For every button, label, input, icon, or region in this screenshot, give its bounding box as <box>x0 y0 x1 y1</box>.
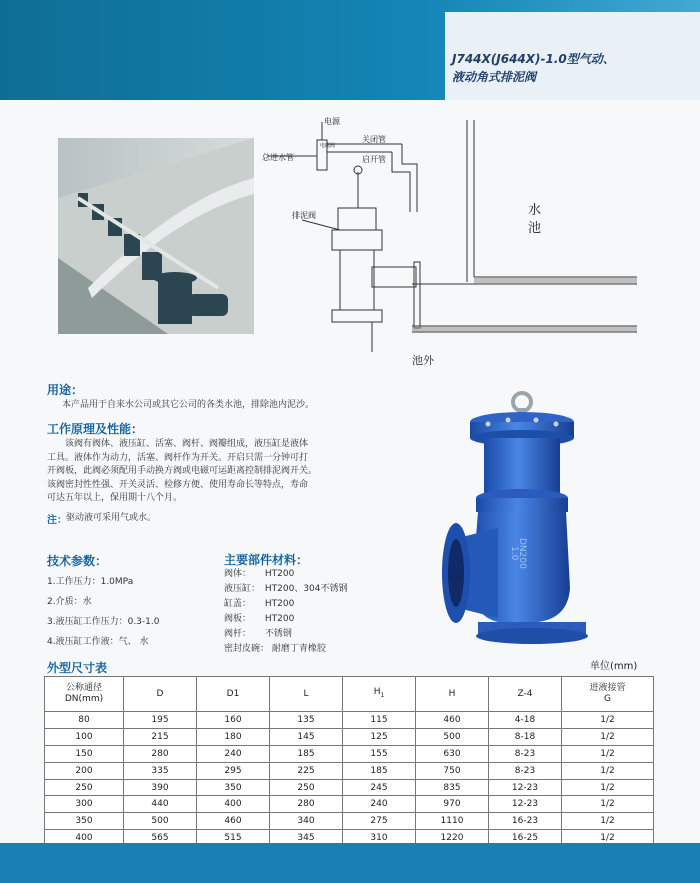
table-cell: 750 <box>416 762 489 779</box>
table-cell: 12-23 <box>489 796 562 813</box>
table-cell: 185 <box>343 762 416 779</box>
tech-heading: 技术参数： <box>47 554 108 568</box>
col-dn-line2: DN(mm) <box>64 694 104 704</box>
table-cell: 180 <box>197 728 270 745</box>
label-open-pipe: 启开管 <box>362 155 386 164</box>
material-key: 液压缸： <box>224 584 261 594</box>
material-row <box>224 567 348 582</box>
label-drain-valve: 排泥阀 <box>292 211 316 220</box>
table-cell: 565 <box>124 830 197 847</box>
table-cell: 1220 <box>416 830 489 847</box>
materials-list <box>224 567 348 657</box>
material-row <box>224 642 348 657</box>
table-cell: 835 <box>416 779 489 796</box>
col-h1 <box>343 677 416 712</box>
table-cell: 8-18 <box>489 728 562 745</box>
table-row <box>45 728 654 745</box>
table-cell: 12-23 <box>489 779 562 796</box>
table-row <box>45 712 654 729</box>
table-cell: 970 <box>416 796 489 813</box>
dimension-table <box>44 676 654 847</box>
table-row <box>45 813 654 830</box>
principle-line-3: 开阀板，此阀必须配用手动换方阀或电磁可运距离控制排泥阀开关。 <box>47 466 318 476</box>
product-title <box>452 50 697 86</box>
col-g <box>562 677 654 712</box>
title-line-1: J744X(J644X)-1.0型气动、 <box>452 52 615 66</box>
table-cell: 1/2 <box>562 796 654 813</box>
material-row <box>224 597 348 612</box>
table-cell: 80 <box>45 712 124 729</box>
note-label: 注： <box>47 515 67 526</box>
col-z: Z-4 <box>489 677 562 712</box>
valve-marking-pn: 1.0 <box>509 546 519 561</box>
table-cell: 280 <box>124 745 197 762</box>
material-value: 耐磨丁青橡胶 <box>271 644 326 654</box>
material-row <box>224 612 348 627</box>
valve-product-image <box>428 388 660 650</box>
material-value: HT200、304不锈钢 <box>264 584 348 594</box>
col-h: H <box>416 677 489 712</box>
valve-marking-dn: DN200 <box>517 538 527 569</box>
table-cell: 335 <box>124 762 197 779</box>
table-cell: 500 <box>416 728 489 745</box>
table-cell: 350 <box>197 779 270 796</box>
table-cell: 100 <box>45 728 124 745</box>
table-cell: 1/2 <box>562 745 654 762</box>
material-key: 密封皮碗： <box>224 644 270 654</box>
table-cell: 115 <box>343 712 416 729</box>
installation-diagram <box>262 112 642 374</box>
material-key: 阀板： <box>224 614 252 624</box>
principle-line-2: 工具。液体作为动力，活塞、阀杆作为开关。开启只需一分钟可打 <box>47 452 309 463</box>
table-cell: 16-25 <box>489 830 562 847</box>
col-d: D <box>124 677 197 712</box>
col-l: L <box>270 677 343 712</box>
table-cell: 125 <box>343 728 416 745</box>
table-cell: 4-18 <box>489 712 562 729</box>
installation-photo <box>58 138 254 334</box>
table-cell: 250 <box>270 779 343 796</box>
footer-band <box>0 843 700 883</box>
label-power: 电源 <box>324 117 340 126</box>
material-key: 阀体： <box>224 569 252 579</box>
tech-item: 2.介质：水 <box>47 597 92 607</box>
table-cell: 245 <box>343 779 416 796</box>
table-cell: 400 <box>197 796 270 813</box>
table-cell: 150 <box>45 745 124 762</box>
table-header-row <box>45 677 654 712</box>
table-cell: 300 <box>45 796 124 813</box>
table-cell: 200 <box>45 762 124 779</box>
table-cell: 500 <box>124 813 197 830</box>
label-outside: 池外 <box>412 354 434 367</box>
material-value: HT200 <box>264 599 295 609</box>
table-row <box>45 779 654 796</box>
table-cell: 225 <box>270 762 343 779</box>
tech-item: 1.工作压力：1.0MPa <box>47 577 134 587</box>
col-g-line1: 进液接管 <box>589 683 626 693</box>
material-value: 不锈钢 <box>264 629 292 639</box>
table-cell: 460 <box>197 813 270 830</box>
usage-text: 本产品用于自来水公司或其它公司的各类水池，排除池内泥沙。 <box>62 400 315 410</box>
table-cell: 155 <box>343 745 416 762</box>
table-cell: 240 <box>197 745 270 762</box>
table-cell: 515 <box>197 830 270 847</box>
col-dn-line1: 公称通径 <box>65 683 102 693</box>
table-cell: 135 <box>270 712 343 729</box>
table-cell: 1110 <box>416 813 489 830</box>
col-h1-main: H <box>373 687 381 698</box>
tech-item: 3.液压缸工作压力：0.3-1.0 <box>47 617 160 627</box>
table-cell: 440 <box>124 796 197 813</box>
table-cell: 240 <box>343 796 416 813</box>
table-cell: 340 <box>270 813 343 830</box>
material-key: 缸盖： <box>224 599 252 609</box>
dims-unit: 单位(mm) <box>590 661 638 672</box>
table-cell: 350 <box>45 813 124 830</box>
principle-text <box>47 438 317 506</box>
table-row <box>45 796 654 813</box>
table-cell: 185 <box>270 745 343 762</box>
tech-list <box>47 572 159 652</box>
table-cell: 1/2 <box>562 813 654 830</box>
title-line-2: 液动角式排泥阀 <box>452 70 537 84</box>
col-dn <box>45 677 124 712</box>
table-cell: 390 <box>124 779 197 796</box>
table-cell: 1/2 <box>562 712 654 729</box>
table-cell: 215 <box>124 728 197 745</box>
table-cell: 345 <box>270 830 343 847</box>
material-row <box>224 582 348 597</box>
dims-heading: 外型尺寸表 <box>47 661 108 675</box>
label-close-pipe: 关闭管 <box>362 135 386 144</box>
material-key: 阀杆： <box>224 629 252 639</box>
table-cell: 1/2 <box>562 728 654 745</box>
table-cell: 310 <box>343 830 416 847</box>
table-cell: 1/2 <box>562 830 654 847</box>
table-row <box>45 745 654 762</box>
principle-line-5: 可达五年以上，保用期十八个月。 <box>47 493 183 503</box>
table-cell: 460 <box>416 712 489 729</box>
principle-heading: 工作原理及性能： <box>47 422 144 436</box>
material-value: HT200 <box>264 569 295 579</box>
table-cell: 145 <box>270 728 343 745</box>
usage-heading: 用途： <box>47 383 84 397</box>
material-value: HT200 <box>264 614 295 624</box>
table-cell: 195 <box>124 712 197 729</box>
table-cell: 160 <box>197 712 270 729</box>
materials-heading: 主要部件材料： <box>224 553 309 567</box>
label-main-pipe: 总进水管 <box>262 153 294 162</box>
table-row <box>45 762 654 779</box>
table-cell: 275 <box>343 813 416 830</box>
table-cell: 295 <box>197 762 270 779</box>
table-cell: 630 <box>416 745 489 762</box>
table-cell: 8-23 <box>489 762 562 779</box>
tech-item: 4.液压缸工作液：气、 水 <box>47 637 149 647</box>
table-cell: 1/2 <box>562 779 654 796</box>
principle-line-1: 该阀有阀体、液压缸、活塞、阀杆、阀瓣组成，液压缸是液体 <box>65 439 309 449</box>
label-pool-2: 池 <box>528 221 542 236</box>
table-cell: 400 <box>45 830 124 847</box>
table-cell: 250 <box>45 779 124 796</box>
material-row <box>224 627 348 642</box>
col-d1: D1 <box>197 677 270 712</box>
table-cell: 8-23 <box>489 745 562 762</box>
col-g-line2: G <box>604 694 611 704</box>
principle-line-4: 该阀密封性性强、开关灵活、检修方便、使用寿命长等特点，寿命 <box>47 479 309 490</box>
note-text: 驱动液可采用气或水。 <box>66 513 157 523</box>
table-cell: 280 <box>270 796 343 813</box>
table-body <box>45 712 654 847</box>
table-cell: 16-23 <box>489 813 562 830</box>
label-pool-1: 水 <box>528 203 542 218</box>
col-h1-sub: 1 <box>380 691 385 699</box>
table-cell: 1/2 <box>562 762 654 779</box>
label-solenoid: 电磁阀 <box>320 143 336 149</box>
